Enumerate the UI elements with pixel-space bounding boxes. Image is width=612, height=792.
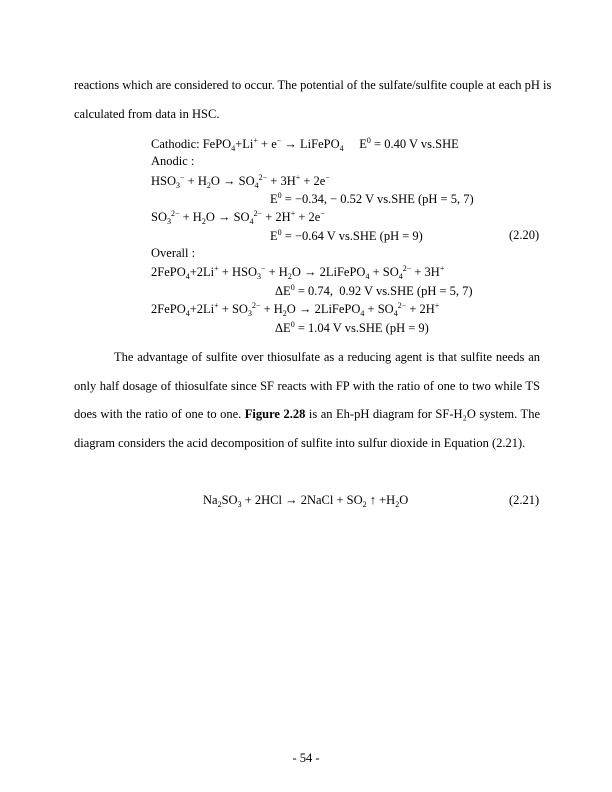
equation-token: + 3H [411, 265, 440, 279]
equation-token: + 2e [300, 174, 326, 188]
equation-token: E [270, 192, 278, 206]
equation-token: = 0.40 V vs.SHE [370, 137, 459, 151]
equation-token: SO [221, 493, 238, 507]
equation-token: + [290, 209, 296, 218]
equation-token: + SO [364, 302, 394, 316]
equation-token: + [253, 136, 258, 145]
equation-token: 2− [397, 301, 407, 310]
equation-token: 0 [277, 191, 282, 200]
equation-token: 2 [362, 500, 367, 509]
equation-token: − [276, 136, 282, 145]
equation-token: 2− [402, 264, 412, 273]
equation-token: 0 [290, 283, 295, 292]
equation-token: + 2e [295, 210, 321, 224]
paragraph-text: is an Eh-pH diagram for SF-H₂O system. The diagram considers the acid decomposition of sulfite into sulfur dioxide in Equation (2.21). [74, 407, 540, 450]
equation-token: + 3H [267, 174, 296, 188]
equation-token: + 2HCl → 2NaCl + SO [241, 493, 363, 507]
equation-token: 2 [217, 500, 222, 509]
equation-token: 2FePO [151, 302, 186, 316]
equation-token: 2 [395, 500, 400, 509]
equation-token: 3 [237, 500, 242, 509]
equation-token: 2 [206, 181, 211, 190]
equation-token: − [180, 173, 185, 182]
equation-token: 4 [398, 272, 403, 281]
equation-token: ΔE [275, 284, 291, 298]
equation-token: + [439, 264, 445, 273]
equation-token: 2− [258, 173, 268, 182]
equation-line [151, 173, 330, 190]
equation-token: 3 [256, 272, 261, 281]
equation-token: O → SO [205, 210, 250, 224]
equation-token: = −0.64 V vs.SHE (pH = 9) [281, 229, 423, 243]
body-paragraph [74, 343, 540, 457]
equation-token: 4 [360, 309, 365, 318]
equation-line [275, 283, 473, 299]
equation-token: E [343, 137, 367, 151]
equation-token: 4 [185, 309, 190, 318]
equation-token: SO [151, 210, 167, 224]
equation-line [151, 264, 444, 281]
equation-token: 4 [185, 272, 190, 281]
equation-token: 4 [249, 217, 254, 226]
equation-token: = 1.04 V vs.SHE (pH = 9) [294, 321, 429, 335]
equation-token: 0 [290, 320, 295, 329]
equation-token: 4 [254, 181, 259, 190]
equation-token: − [260, 264, 266, 273]
equation-token: ΔE [275, 321, 291, 335]
equation-token: + H [184, 174, 207, 188]
paragraph-text: The advantage of sulfite over thiosulfate as a reducing agent is that sulfite needs an only half dosage of thiosulfate since SF reacts with FP with the ratio of one to two while TS does with the ratio of one to one. [74, 350, 540, 422]
equation-token: HSO [151, 174, 177, 188]
equation-token: + H [260, 302, 283, 316]
equation-token: 2 [287, 272, 292, 281]
equation-line [151, 136, 459, 153]
equation-line [151, 301, 439, 318]
equation-token: + 2H [262, 210, 291, 224]
equation-token: Overall : [151, 246, 196, 260]
equation-token: + H [265, 265, 288, 279]
equation-token: Na [203, 493, 218, 507]
equation-token: + [295, 173, 301, 182]
intro-line-1: reactions which are considered to occur. The potential of the sulfate/sulfite couple at each pH is [74, 78, 552, 92]
equation-token: 2− [170, 209, 180, 218]
equation-token: 0 [277, 228, 282, 237]
equation-line [270, 191, 474, 207]
equation-2-21 [203, 493, 408, 509]
equation-token: 2 [201, 217, 206, 226]
equation-token: O → 2LiFePO [291, 265, 366, 279]
intro-line-2: calculated from data in HSC. [74, 107, 220, 121]
equation-token: 3 [176, 181, 181, 190]
equation-token: + [214, 264, 219, 273]
page-number: - 54 - [292, 751, 320, 765]
equation-number-2-21: (2.21) [509, 493, 540, 507]
equation-token: 2 [282, 309, 287, 318]
equation-token: + e [257, 137, 277, 151]
equation-token: O [399, 493, 409, 507]
equation-token: ↑ +H [366, 493, 396, 507]
equation-token: 3 [247, 309, 252, 318]
equation-token: 0 [366, 136, 371, 145]
equation-token: + HSO [218, 265, 257, 279]
equation-line [275, 320, 429, 336]
equation-token: 4 [393, 309, 398, 318]
equation-token: +2Li [189, 302, 215, 316]
equation-token: − [320, 209, 325, 218]
equation-line [151, 154, 194, 169]
equation-token: Cathodic: FePO [151, 137, 232, 151]
equation-token: O → 2LiFePO [286, 302, 361, 316]
equation-token: + [214, 301, 219, 310]
equation-token: 4 [231, 144, 236, 153]
equation-token: = −0.34, − 0.52 V vs.SHE (pH = 5, 7) [281, 192, 474, 206]
equation-token: = 0.74, 0.92 V vs.SHE (pH = 5, 7) [294, 284, 473, 298]
equation-token: 2FePO [151, 265, 186, 279]
equation-number-2-20: (2.20) [509, 228, 540, 242]
equation-token: + SO [218, 302, 248, 316]
equation-token: 2− [251, 301, 261, 310]
equation-token: 4 [339, 144, 344, 153]
equation-line [151, 209, 325, 226]
equation-token: + [434, 301, 440, 310]
equation-line [270, 228, 423, 244]
equation-token: Anodic : [151, 154, 195, 168]
equation-token: +Li [235, 137, 254, 151]
equation-token: → LiFePO [281, 137, 340, 151]
equation-token: − [325, 173, 330, 182]
equation-token: 2− [253, 209, 263, 218]
equation-token: + H [179, 210, 202, 224]
figure-reference[interactable]: Figure 2.28 [244, 407, 306, 422]
equation-token: +2Li [189, 265, 215, 279]
equation-token: 3 [166, 217, 171, 226]
equation-token: + 2H [406, 302, 435, 316]
equation-token: + SO [369, 265, 399, 279]
equation-token: O → SO [210, 174, 255, 188]
equation-line [151, 246, 195, 261]
equation-token: 4 [365, 272, 370, 281]
equation-token: E [270, 229, 278, 243]
